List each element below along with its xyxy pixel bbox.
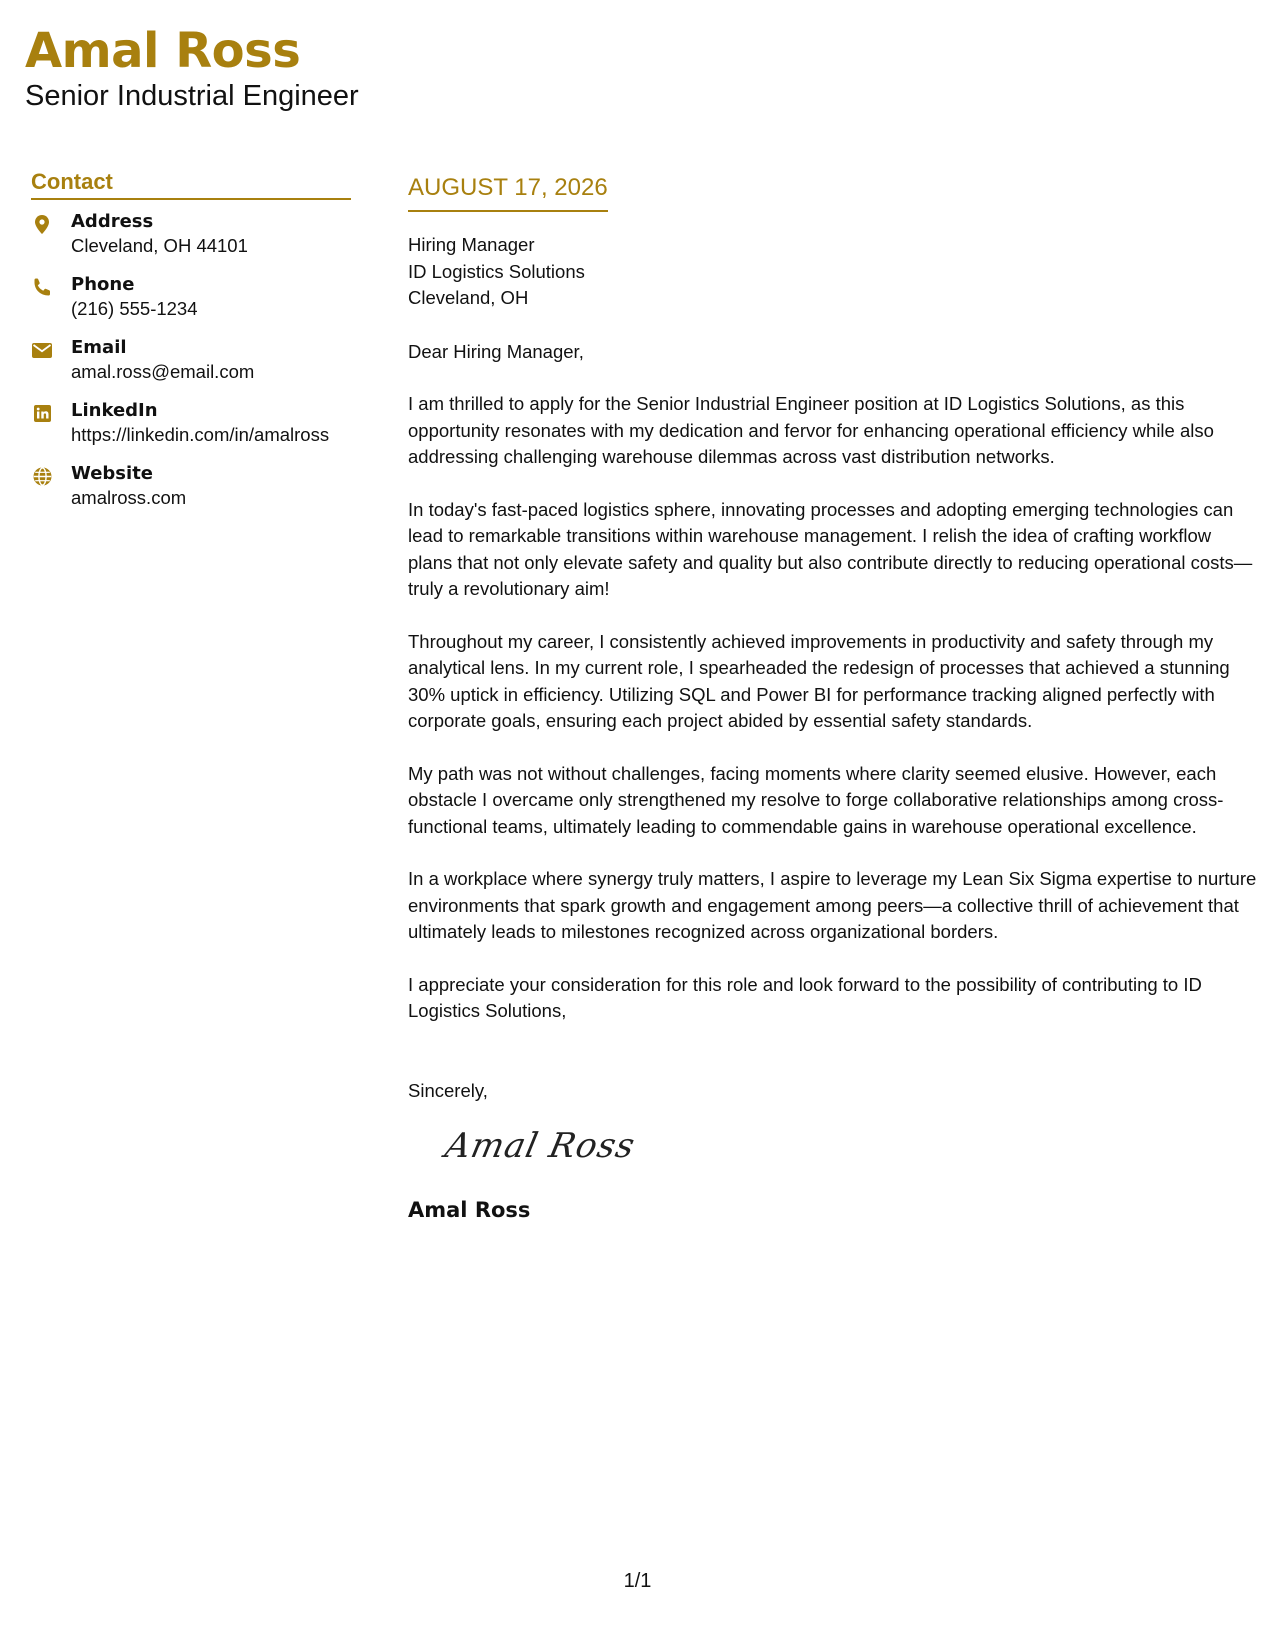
contact-value: Cleveland, OH 44101: [71, 235, 248, 256]
contact-label: Website: [71, 463, 154, 484]
website-link[interactable]: amalross.com: [71, 487, 187, 508]
contact-label: Email: [71, 337, 127, 358]
contact-item-phone: [31, 273, 351, 336]
applicant-name: Amal Ross: [25, 23, 301, 79]
contact-value: (216) 555-1234: [71, 298, 198, 319]
contact-label: Address: [71, 211, 154, 232]
greeting: Dear Hiring Manager,: [408, 340, 584, 362]
contact-item-address: [31, 210, 351, 273]
body-paragraph: In a workplace where synergy truly matters, I aspire to leverage my Lean Six Sigma expertise to nurture environments that spark growth and engagement among peers—a collective thrill of achievement that ultimately leads to milestones recognized across organizational borders.: [408, 868, 1257, 942]
recipient-line: Cleveland, OH: [408, 287, 529, 308]
contact-item-email: [31, 336, 351, 399]
page-number: 1/1: [623, 1570, 652, 1592]
letter-body: [408, 173, 1258, 1224]
signature-script: Amal Ross: [441, 1126, 639, 1166]
recipient-line: Hiring Manager: [408, 234, 535, 255]
contact-item-linkedin: [31, 399, 351, 462]
contact-sidebar: [31, 168, 351, 525]
letter-date: AUGUST 17, 2026: [408, 173, 608, 212]
contact-item-website: [31, 462, 351, 525]
linkedin-link[interactable]: https://linkedin.com/in/amalross: [71, 424, 330, 445]
body-paragraph: Throughout my career, I consistently achieved improvements in productivity and safety through my analytical lens. In my current role, I spearheaded the redesign of processes that achieved a stunning 30% uptick in efficiency. Utilizing SQL and Power BI for performance tracking aligned perfectly with corporate goals, ensuring each project abided by essential safety standards.: [408, 630, 1230, 731]
contact-list: [31, 210, 351, 525]
contact-heading: Contact: [31, 168, 351, 200]
signature: [441, 1124, 1258, 1184]
envelope-icon: [31, 339, 53, 361]
body-paragraph: In today's fast-paced logistics sphere, innovating processes and adopting emerging technologies can lead to remarkable transitions within warehouse management. I relish the idea of crafting workflow plans that not only elevate safety and quality but also contribute directly to reducing operational costs—truly a revolutionary aim!: [408, 498, 1253, 599]
body-paragraph: I am thrilled to apply for the Senior Industrial Engineer position at ID Logistics Solutions, as this opportunity resonates with my dedication and fervor for enhancing operational efficiency while also addressing challenging warehouse dilemmas across vast distribution networks.: [408, 393, 1214, 467]
contact-label: Phone: [71, 274, 135, 295]
location-pin-icon: [31, 213, 53, 235]
body-paragraph: My path was not without challenges, facing moments where clarity seemed elusive. However, each obstacle I overcame only strengthened my resolve to forge collaborative relationships among cross-functional teams, ultimately leading to commendable gains in warehouse operational excellence.: [408, 762, 1224, 837]
phone-icon: [31, 276, 53, 298]
recipient-block: [408, 232, 1258, 312]
recipient-line: ID Logistics Solutions: [408, 260, 585, 282]
body-paragraph: I appreciate your consideration for this role and look forward to the possibility of contributing to ID Logistics Solutions,: [408, 973, 1202, 1021]
contact-label: LinkedIn: [71, 400, 158, 421]
contact-value: amal.ross@email.com: [71, 361, 255, 382]
linkedin-icon: [31, 402, 53, 424]
closing: Sincerely,: [408, 1079, 488, 1101]
globe-icon: [31, 465, 53, 487]
applicant-job-title: Senior Industrial Engineer: [25, 80, 359, 112]
signed-name: Amal Ross: [408, 1198, 531, 1222]
